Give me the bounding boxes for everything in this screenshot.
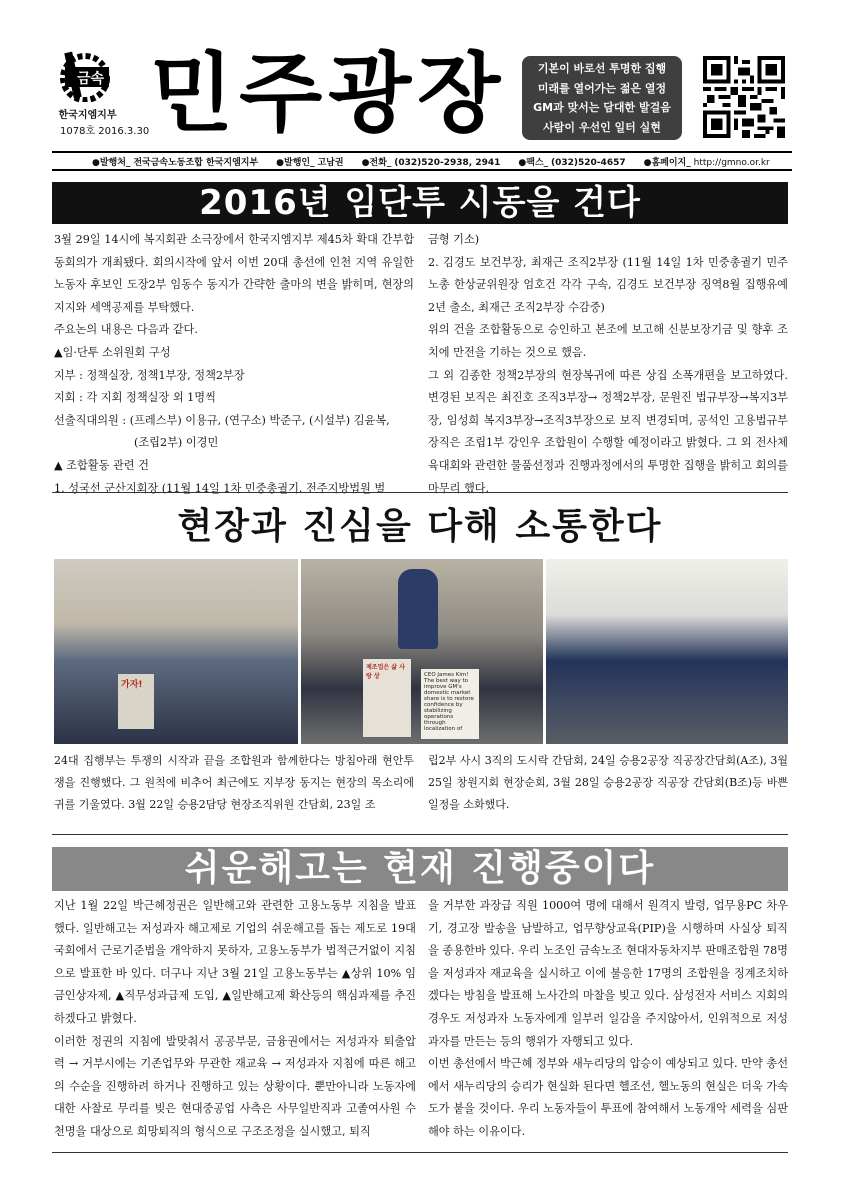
org-name: 한국지엠지부 [58,110,117,121]
slogan-line: 미래를 열어가는 젊은 열정 [537,81,667,95]
english-sign: CEO James Kim! The best way to improve GM's domestic market share is to restore confidence by stabilizing operations through localization of [421,669,479,739]
paragraph: 선출직대의원 : (프레스부) 이용규, (연구소) 박준구, (시설부) 김윤복, [54,413,390,427]
headline-easy-dismissal: 쉬운해고는 현재 진행중이다 [52,847,788,891]
paragraph: 지회 : 각 지회 정책실장 외 1명씩 [54,391,216,405]
paragraph: 을 거부한 과장급 직원 1000여 명에 대해서 원격지 발령, 업무용PC 차우기, 경고장 발송을 남발하고, 업무향상교육(PIP)을 시행하며 사실상 퇴직을 종용한바 있다. 우리 노조인 금속노조 현대자동차지부 판매조합원 78명을 저성과자 재교육을 실시하고 이에 불응한 17명의 조합원을 징계조치하겠다는 방침을 발표해 노사간의 마찰을 빚고 있다. 삼성전자 서비스 지회의 경우도 저성과자 노동자에게 일부러 일감을 주지않아서, 인위적으로 저성과자를 만든는 등의 행위가 자행되고 있다. [428,899,788,1048]
issue-info: 1078호 2016.3.30 [60,126,150,137]
contact-bar [52,151,792,171]
paragraph: 1. 성국선 군산지회장 (11월 14일 1차 민중총궐기, 전주지방법원 벌 [54,481,386,495]
logo-text: 금속 [77,71,105,87]
photo-hall-meeting [546,559,788,744]
slogan-line: 기본이 바로선 투명한 집행 [537,62,667,75]
article3-left-column [54,895,416,1144]
union-logo [55,50,115,102]
photo-lunch-meeting [54,559,298,744]
divider [52,834,788,835]
speaker-figure [398,569,438,649]
slogan-line: GM과 맞서는 담대한 발걸음 [533,101,671,114]
paragraph: 3월 29일 14시에 복지회관 소극장에서 한국지엠지부 제45차 확대 간부합동회의가 개최됐다. 회의시작에 앞서 이번 20대 총선에 인천 지역 유일한 노동자 후보인 도장2부 임동수 동지가 간략한 출마의 변을 밝히며, 현장의 지지와 세액공제를 부탁했다. [54,233,414,314]
paragraph: ▲임·단투 소위원회 구성 [54,345,171,359]
qr-code-icon[interactable] [703,56,785,138]
headline-wage-struggle: 2016년 임단투 시동을 건다 [52,182,788,224]
paragraph: 그 외 김종한 정책2부장의 현장복귀에 따른 상집 소폭개편을 보고하였다. 변경된 보직은 최진호 조직3부장→ 정책2부장, 문원진 법규부장→복지3부장, 임성희 복지3부장→조직3부장으로 보직 변경되며, 공석인 고용법규부장직은 조립1부 강인우 조합원이 수행할 예정이라고 밝혔다. 그 외 전사체육대회와 관련한 물품선정과 진행과정에서의 투명한 집행을 밝히고 회의를 마무리 했다. [428,368,788,495]
photo-plant-gate [301,559,543,744]
paragraph: (조립2부) 이경민 [134,436,219,450]
slogan-line: 사람이 우선인 일터 실현 [543,120,661,134]
paragraph: 이러한 정권의 지침에 발맞춰서 공공부문, 금융권에서는 저성과자 퇴출압력 → 거부시에는 기존업무와 무관한 재교육 → 저성과자 지침에 따른 해고의 수순을 진행하려 하거나 진행하고 있는 상황이다. 뿐만아니라 노동자에 대한 사찰로 무리를 빚은 현대중공업 사측은 사무일반직과 고졸여사원 수천명을 대상으로 희망퇴직의 형식으로 구조조정을 실시했고, 퇴직 [54,1034,416,1138]
protest-sign: 가자! [118,674,154,729]
article3-right-column [428,895,788,1144]
contact-homepage[interactable]: ●홈페이지_ http://gmno.or.kr [643,157,770,168]
contact-phone: ●전화_ (032)520-2938, 2941 [361,157,501,168]
paragraph: ▲ 조합활동 관련 건 [54,458,149,472]
paragraph: 주요논의 내용은 다음과 같다. [54,323,198,337]
article2-right-column: 립2부 사시 3직의 도시락 간담회, 24일 승용2공장 직공장간담회(A조), 3월 25일 창원지회 현장순회, 3월 28일 승용2공장 직공장 간담회(B조)등 바쁜 일정을 소화했다. [428,754,788,811]
newsletter-title: 민주광장 [150,44,507,144]
protest-sign: 제조업은 삶 사랑 상 [363,659,411,737]
paragraph: 지난 1월 22일 박근혜정권은 일반해고와 관련한 고용노동부 지침을 발표했다. 일반해고는 저성과자 해고제로 기업의 쉬운해고를 돕는 제도로 19대 국회에서 근로기준법을 개악하지 못하자, 고용노동부가 법적근거없이 지침으로 발표한 바 있다. 더구나 지난 3월 21일 고용노동부는 ▲상위 10% 임금인상자제, ▲직무성과급제 도입, ▲일반해고제 확산등의 핵심과제를 추진하겠다고 밝혔다. [54,899,416,1025]
contact-fax: ●팩스_ (032)520-4657 [518,157,626,168]
paragraph: 이번 총선에서 박근혜 정부와 새누리당의 압승이 예상되고 있다. 만약 총선에서 새누리당의 승리가 현실화 된다면 헬조선, 헬노동의 현실은 더욱 가속도가 붙을 것이다. 우리 노동자들이 투표에 참여해서 노동개악 세력을 심판해야 하는 이유이다. [428,1057,788,1138]
paragraph: 금형 기소) [428,233,480,246]
slogan-box [522,56,682,140]
paragraph: 2. 김경도 보건부장, 최재근 조직2부장 (11월 14일 1차 민중총궐기 민주노총 한상균위원장 엄호건 각각 구속, 김경도 보건부장 징역8월 집행유예 2년 출소, 최재근 조직2부장 수감중) [428,255,788,314]
paragraph: 위의 건을 조합활동으로 승인하고 본조에 보고해 신분보장기금 및 향후 조치에 만전을 기하는 것으로 했음. [428,323,788,359]
paragraph: 지부 : 정책실장, 정책1부장, 정책2부장 [54,368,245,382]
contact-editor: ●발행인_ 고남권 [276,157,344,168]
headline-communication: 현장과 진심을 다해 소통한다 [177,506,663,547]
article2-left-column: 24대 집행부는 투쟁의 시작과 끝을 조합원과 함께한다는 방침아래 현안투쟁을 진행했다. 그 원칙에 비추어 최근에도 지부장 동지는 현장의 목소리에 귀를 기울였다. 3월 22일 승용2담당 현장조직위원 간담회, 23일 조 [54,754,414,811]
divider [52,1152,788,1153]
contact-publisher: ●발행처_ 전국금속노동조합 한국지엠지부 [92,157,259,168]
article1-left-column [54,229,414,500]
divider [52,492,788,493]
article1-right-column [428,229,788,500]
